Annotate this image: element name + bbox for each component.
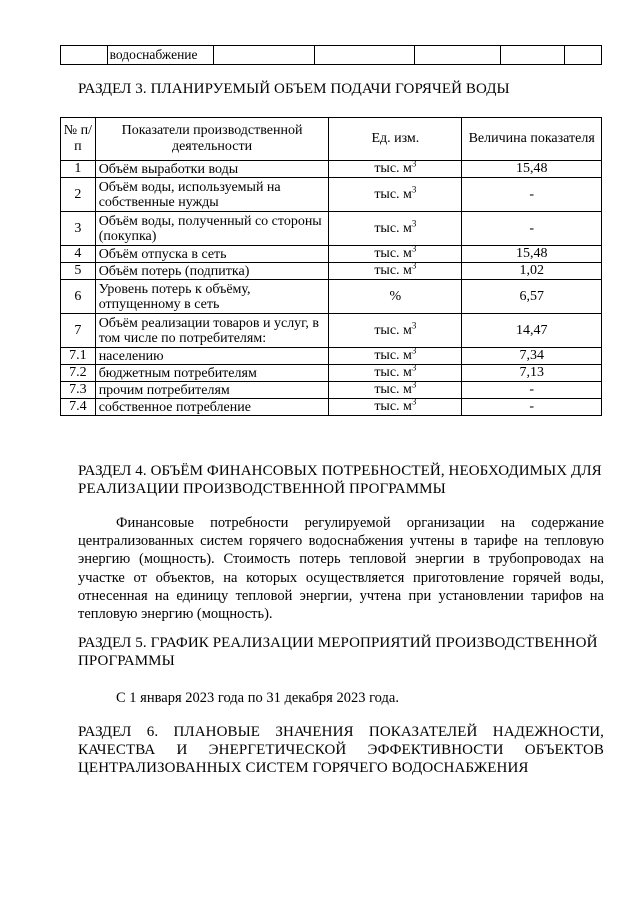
row-unit [329, 396, 462, 416]
table-row [61, 46, 602, 65]
row-value: 15,48 [462, 161, 602, 178]
table-header-row [61, 118, 602, 161]
unit-text: тыс. м [374, 220, 412, 236]
row-name: бюджетным потребителям [95, 365, 329, 382]
table-cell [61, 46, 108, 65]
row-unit [329, 362, 462, 382]
section-5-text: С 1 января 2023 года по 31 декабря 2023 года. [116, 690, 399, 706]
table-row [61, 382, 602, 399]
row-value: 15,48 [462, 246, 602, 263]
table-row [61, 314, 602, 348]
row-num: 7.2 [61, 365, 96, 382]
row-unit [329, 260, 462, 280]
row-value: - [462, 382, 602, 399]
table-row [61, 246, 602, 263]
unit-superscript: 3 [411, 396, 417, 407]
table-cell: водоснабжение [107, 46, 214, 65]
table-row [61, 263, 602, 280]
row-value: 14,47 [462, 314, 602, 348]
row-num: 3 [61, 212, 96, 246]
unit-text: тыс. м [374, 322, 412, 338]
table-row [61, 161, 602, 178]
unit-superscript: 3 [411, 345, 417, 356]
row-name: Объём отпуска в сеть [95, 246, 329, 263]
row-value: - [462, 399, 602, 416]
unit-superscript: 3 [411, 319, 417, 330]
row-num: 1 [61, 161, 96, 178]
row-num: 7.1 [61, 348, 96, 365]
section-3-heading: РАЗДЕЛ 3. ПЛАНИРУЕМЫЙ ОБЪЕМ ПОДАЧИ ГОРЯЧЕЙ ВОДЫ [78, 81, 510, 97]
row-unit [329, 314, 462, 348]
row-name: населению [95, 348, 329, 365]
row-value: 6,57 [462, 280, 602, 314]
table-row [61, 399, 602, 416]
row-num: 4 [61, 246, 96, 263]
row-value: - [462, 178, 602, 212]
unit-text: тыс. м [374, 399, 412, 414]
row-value: - [462, 212, 602, 246]
table-cell [414, 46, 500, 65]
unit-superscript: 3 [411, 158, 417, 169]
previous-table-fragment [60, 45, 602, 65]
section-4-heading: РАЗДЕЛ 4. ОБЪЁМ ФИНАНСОВЫХ ПОТРЕБНОСТЕЙ, НЕОБХОДИМЫХ ДЛЯ РЕАЛИЗАЦИИ ПРОИЗВОДСТВЕННОЙ ПРОГРАММЫ [78, 463, 602, 497]
row-num: 6 [61, 280, 96, 314]
row-name: прочим потребителям [95, 382, 329, 399]
row-name: Уровень потерь к объёму, отпущенному в сеть [95, 280, 329, 314]
row-unit [329, 345, 462, 365]
row-name: Объём воды, полученный со стороны (покупка) [95, 212, 329, 246]
row-value: 7,34 [462, 348, 602, 365]
header-unit: Ед. изм. [329, 118, 462, 161]
unit-superscript: 3 [411, 379, 417, 390]
row-num: 7 [61, 314, 96, 348]
production-indicators-table [60, 117, 602, 416]
table-cell [314, 46, 414, 65]
unit-text: тыс. м [374, 161, 412, 176]
row-num: 7.3 [61, 382, 96, 399]
section-6-heading: РАЗДЕЛ 6. ПЛАНОВЫЕ ЗНАЧЕНИЯ ПОКАЗАТЕЛЕЙ НАДЕЖНОСТИ, КАЧЕСТВА И ЭНЕРГЕТИЧЕСКОЙ ЭФФЕКТИВНОСТИ ОБЪЕКТОВ ЦЕНТРАЛИЗОВАННЫХ СИСТЕМ ГОРЯЧЕГО ВОДОСНАБЖЕНИЯ [78, 724, 604, 776]
section-5-heading: РАЗДЕЛ 5. ГРАФИК РЕАЛИЗАЦИИ МЕРОПРИЯТИЙ ПРОИЗВОДСТВЕННОЙ ПРОГРАММЫ [78, 635, 598, 669]
row-num: 5 [61, 263, 96, 280]
table-row [61, 280, 602, 314]
row-unit [329, 178, 462, 212]
row-num: 2 [61, 178, 96, 212]
row-unit [329, 158, 462, 178]
row-unit [329, 280, 462, 314]
table-row [61, 178, 602, 212]
row-name: Объём потерь (подпитка) [95, 263, 329, 280]
header-name: Показатели производственной деятельности [95, 118, 329, 161]
row-unit [329, 212, 462, 246]
header-num: № п/п [61, 118, 96, 161]
row-unit [329, 243, 462, 263]
unit-text: тыс. м [374, 186, 412, 202]
unit-text: тыс. м [374, 348, 412, 363]
table-row [61, 365, 602, 382]
row-name: Объём реализации товаров и услуг, в том числе по потребителям: [95, 314, 329, 348]
unit-text: тыс. м [374, 382, 412, 397]
unit-text: тыс. м [374, 246, 412, 261]
table-body [61, 158, 602, 416]
table-cell [214, 46, 314, 65]
table-row [61, 348, 602, 365]
table-cell [565, 46, 602, 65]
unit-superscript: 3 [411, 362, 417, 373]
row-value: 7,13 [462, 365, 602, 382]
unit-superscript: 3 [411, 260, 417, 271]
row-name: Объём выработки воды [95, 161, 329, 178]
unit-text: тыс. м [374, 365, 412, 380]
unit-superscript: 3 [411, 183, 417, 194]
row-unit [329, 379, 462, 399]
table-cell [500, 46, 564, 65]
unit-text: % [389, 288, 402, 304]
row-value: 1,02 [462, 263, 602, 280]
section-4-text: Финансовые потребности регулируемой организации на содержание централизованных систем горячего водоснабжения учтены в тарифе на тепловую энергию (мощность). Стоимость потерь тепловой энергии в трубопроводах на участке от объектов, на которых осуществляется приготовление горячей воды, отнесенная на единицу тепловой энергии, учтена при установлении тарифов на тепловую энергию (мощность). [78, 515, 604, 623]
unit-superscript: 3 [411, 217, 417, 228]
unit-superscript: 3 [411, 243, 417, 254]
row-name: собственное потребление [95, 399, 329, 416]
header-value: Величина показателя [462, 118, 602, 161]
table-row [61, 212, 602, 246]
row-num: 7.4 [61, 399, 96, 416]
row-name: Объём воды, используемый на собственные нужды [95, 178, 329, 212]
unit-text: тыс. м [374, 263, 412, 278]
